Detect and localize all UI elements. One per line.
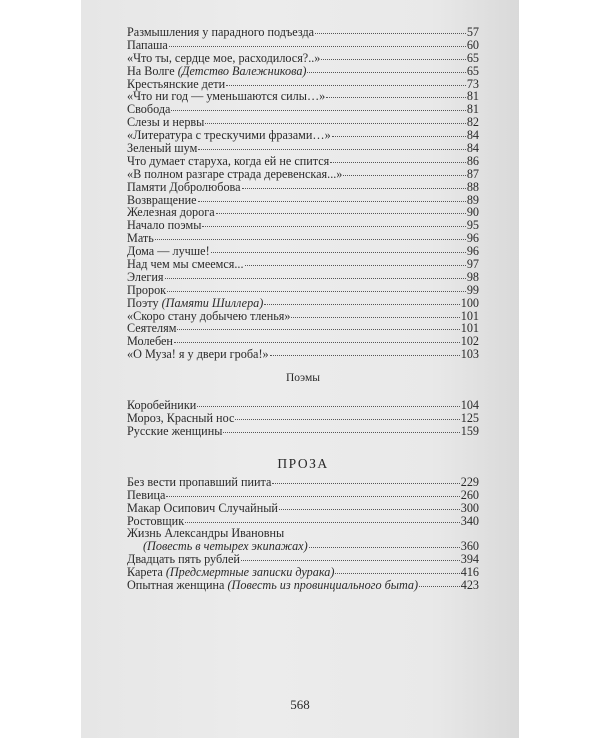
entry-title: «Что ты, сердце мое, расходилося?..»: [127, 50, 321, 65]
leader-dots: [241, 551, 460, 561]
entry-page: 416: [460, 565, 479, 580]
entry-title: Сеятелям: [127, 321, 177, 336]
leader-dots: [202, 217, 465, 227]
entry-title: [127, 579, 418, 592]
entry-page: 102: [460, 334, 479, 349]
leader-dots: [279, 500, 460, 510]
entry-title: Ростовщик: [127, 513, 185, 528]
leader-dots: [307, 63, 465, 73]
leader-dots: [335, 564, 459, 574]
leader-dots: [343, 166, 465, 176]
entry-page: 97: [466, 257, 479, 272]
entry-title-main: На Волге: [127, 63, 175, 78]
leader-dots: [326, 88, 466, 98]
toc-entry-two-line: [127, 527, 479, 553]
entry-page: 159: [460, 423, 479, 438]
leader-dots: [242, 179, 466, 189]
entry-title: Русские женщины: [127, 423, 223, 438]
entry-title: Зеленый шум: [127, 141, 198, 156]
entry-page: 229: [460, 474, 479, 489]
entry-page: 87: [466, 166, 479, 181]
leader-dots: [309, 538, 460, 548]
entry-title: Над чем мы смеемся...: [127, 257, 244, 272]
leader-dots: [223, 423, 459, 433]
entry-title: Макар Осипович Случайный: [127, 500, 278, 515]
entry-subtitle: (Детство Валежникова): [177, 63, 307, 78]
leader-dots: [205, 114, 465, 124]
table-of-contents: [127, 26, 479, 592]
leader-dots: [235, 410, 459, 420]
entry-title-main: Опытная женщина: [127, 577, 225, 592]
leader-dots: [226, 76, 466, 86]
entry-title: Мороз, Красный нос: [127, 411, 235, 426]
leader-dots: [185, 513, 460, 523]
entry-title: «Литература с трескучими фразами…»: [127, 128, 331, 143]
entry-title: Двадцать пять рублей: [127, 552, 240, 567]
entry-page: 95: [466, 218, 479, 233]
entry-page: 101: [460, 308, 479, 323]
leader-dots: [171, 101, 465, 111]
entry-page: 86: [466, 153, 479, 168]
entry-title: Без вести пропавший пиита: [127, 474, 272, 489]
leader-dots: [216, 204, 466, 214]
leader-dots: [177, 320, 459, 330]
entry-page: 260: [460, 487, 479, 502]
entry-page: 81: [466, 89, 479, 104]
leader-dots: [245, 256, 466, 266]
entry-title: Мать: [127, 231, 154, 246]
entry-page: 73: [466, 76, 479, 91]
entry-title: Свобода: [127, 102, 171, 117]
entry-page: 300: [460, 500, 479, 515]
entry-page: 57: [466, 25, 479, 39]
entry-title-main: Поэту: [127, 295, 159, 310]
entry-title: «О Муза! я у двери гроба!»: [127, 347, 269, 362]
entry-title: Жизнь Александры Ивановны: [127, 526, 285, 541]
leader-dots: [211, 243, 466, 253]
leader-dots: [165, 269, 466, 279]
section-heading-poems: Поэмы: [285, 372, 321, 385]
section-heading-prose: ПРОЗА: [277, 455, 329, 471]
entry-page: 84: [466, 128, 479, 143]
entry-page: 360: [460, 539, 479, 554]
entry-title: Железная дорога: [127, 205, 215, 220]
entry-page: 65: [466, 63, 479, 78]
entry-title: Папаша: [127, 37, 168, 52]
entry-page: 96: [466, 244, 479, 259]
entry-title: Пророк: [127, 282, 167, 297]
entry-title: Молебен: [127, 334, 173, 349]
entry-title: Начало поэмы: [127, 218, 202, 233]
leader-dots: [315, 24, 466, 34]
leader-dots: [272, 474, 459, 484]
entry-title: Коробейники: [127, 398, 197, 413]
leader-dots: [332, 127, 466, 137]
entry-page: 394: [460, 552, 479, 567]
leader-dots: [291, 308, 459, 318]
leader-dots: [321, 50, 465, 60]
entry-title: Крестьянские дети: [127, 76, 226, 91]
leader-dots: [198, 192, 466, 202]
entry-title: Элегия: [127, 269, 164, 284]
entry-page: 423: [460, 577, 479, 592]
leader-dots: [419, 577, 460, 587]
entry-page: 60: [466, 37, 479, 52]
entry-subtitle: (Предсмертные записки дурака): [165, 565, 335, 580]
entry-title: Слезы и нервы: [127, 115, 205, 130]
leader-dots: [174, 333, 460, 343]
leader-dots: [166, 487, 459, 497]
entry-title: [127, 297, 263, 310]
entry-title: Дома — лучше!: [127, 244, 210, 259]
entry-subtitle: (Памяти Шиллера): [161, 295, 264, 310]
entry-page: 82: [466, 115, 479, 130]
entry-page: 104: [460, 398, 479, 413]
entry-page: 89: [466, 192, 479, 207]
entry-page: 98: [466, 269, 479, 284]
entry-page: 340: [460, 513, 479, 528]
entry-page: 90: [466, 205, 479, 220]
entry-title-main: Карета: [127, 565, 163, 580]
entry-title: «Скоро стану добычею тленья»: [127, 308, 291, 323]
page-number: 568: [290, 697, 310, 712]
leader-dots: [167, 282, 466, 292]
entry-page: 65: [466, 50, 479, 65]
toc-entry: [127, 425, 479, 438]
entry-page: 84: [466, 141, 479, 156]
toc-entry: [127, 579, 479, 592]
entry-page: 99: [466, 282, 479, 297]
entry-page: 96: [466, 231, 479, 246]
entry-subtitle: (Повесть в четырех экипажах): [143, 539, 308, 554]
leader-dots: [197, 397, 459, 407]
leader-dots: [155, 230, 466, 240]
entry-page: 88: [466, 179, 479, 194]
leader-dots: [270, 346, 460, 356]
entry-page: 125: [460, 411, 479, 426]
leader-dots: [264, 295, 459, 305]
entry-title: Размышления у парадного подъезда: [127, 25, 315, 39]
toc-entry: [127, 348, 479, 361]
entry-subtitle: (Повесть из провинциального быта): [227, 577, 419, 592]
entry-title: Что думает старуха, когда ей не спится: [127, 153, 330, 168]
leader-dots: [198, 140, 465, 150]
entry-page: 101: [460, 321, 479, 336]
leader-dots: [330, 153, 466, 163]
entry-title: «В полном разгаре страда деревенская...»: [127, 166, 343, 181]
leader-dots: [169, 37, 466, 47]
entry-title: «Что ни год — уменьшаются силы…»: [127, 89, 326, 104]
entry-page: 103: [460, 347, 479, 362]
entry-title: Певица: [127, 487, 166, 502]
entry-title: Памяти Добролюбова: [127, 179, 241, 194]
book-page: [81, 0, 519, 738]
entry-page: 100: [460, 295, 479, 310]
entry-page: 81: [466, 102, 479, 117]
entry-title: Возвращение: [127, 192, 197, 207]
